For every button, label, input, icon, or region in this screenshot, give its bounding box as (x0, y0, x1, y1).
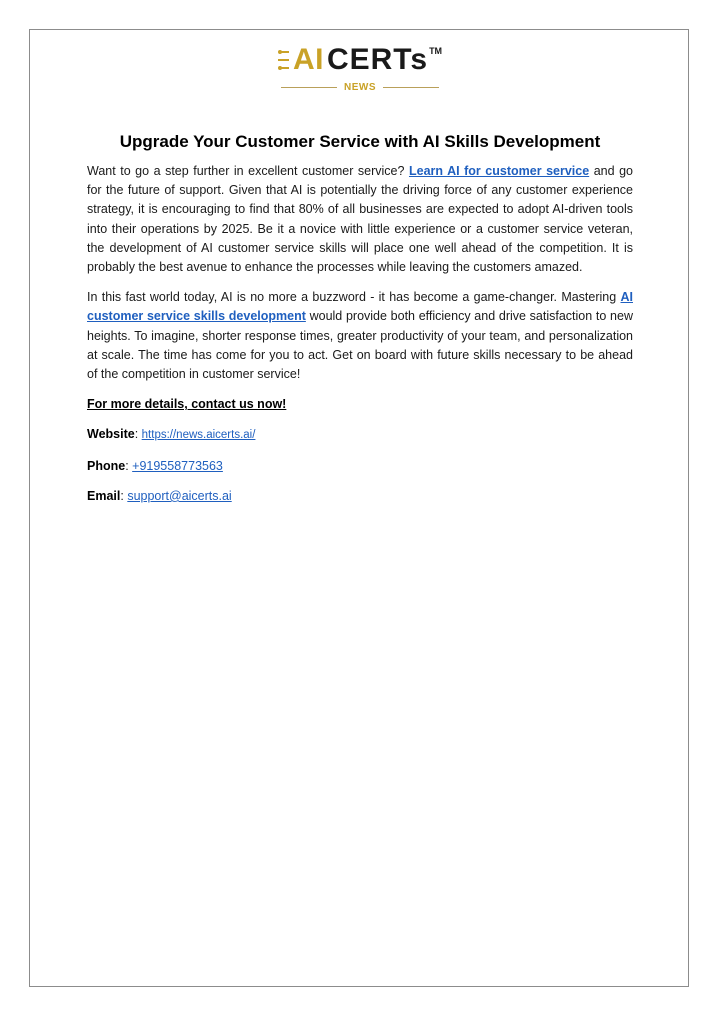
document-title: Upgrade Your Customer Service with AI Skills Development (119, 132, 601, 151)
paragraph-mastering-text-end: would provide both efficiency and drive satisfaction to new heights. To imagine, shorter response times, greater productivity of your team, and personalization at scale. The time has come for you to act. Get on board with future skills necessary to be ahead of the competition in customer service! (87, 309, 633, 382)
email-label: Email (87, 488, 121, 503)
email-link[interactable]: support@aicerts.ai (127, 488, 232, 503)
phone-line (87, 457, 633, 476)
cta-line (87, 395, 633, 414)
cta-text: For more details, contact us now! (87, 397, 287, 412)
ai-skills-development-link[interactable]: AI customer service skills development (87, 290, 633, 324)
trademark-mark: TM (429, 46, 443, 56)
logo-divider-right (383, 87, 439, 88)
email-separator: : (120, 488, 128, 503)
paragraph-mastering-text-start: In this fast world today, AI is no more a buzzword - it has become a game-changer. Mastering (87, 290, 621, 305)
document-body (87, 162, 633, 517)
logo-wordmark (278, 44, 442, 76)
website-separator: : (134, 427, 142, 442)
paragraph-intro-text-end: and go for the future of support. Given that AI is potentially the driving force of any customer experience strategy, it is encouraging to find that 80% of all businesses are expected to adopt AI-driven tools into their operations by 2025. Be it a novice with little experience or a customer service veteran, the development of AI customer service skills will place one well ahead of the competition. It is probably the best avenue to enhance the processes while leaving the customers amazed. (87, 164, 633, 275)
aicerts-news-logo (0, 44, 720, 93)
website-line (87, 425, 633, 445)
logo-ai-text: AI (292, 43, 324, 76)
circuit-icon (278, 47, 292, 73)
phone-label: Phone (87, 458, 126, 473)
paragraph-mastering (87, 288, 633, 384)
website-label: Website (87, 427, 135, 442)
paragraph-intro (87, 162, 633, 277)
logo-divider-left (281, 87, 337, 88)
website-link[interactable]: https://news.aicerts.ai/ (141, 429, 256, 442)
logo-news-text: NEWS (344, 81, 376, 93)
learn-ai-customer-service-link[interactable]: Learn AI for customer service (408, 164, 590, 178)
logo-certs-text: CERTs (326, 43, 429, 76)
email-line (87, 487, 633, 506)
paragraph-intro-text-start: Want to go a step further in excellent customer service? (87, 164, 409, 178)
phone-separator: : (125, 458, 133, 473)
logo-subtitle (0, 81, 720, 93)
phone-link[interactable]: +919558773563 (132, 458, 223, 473)
